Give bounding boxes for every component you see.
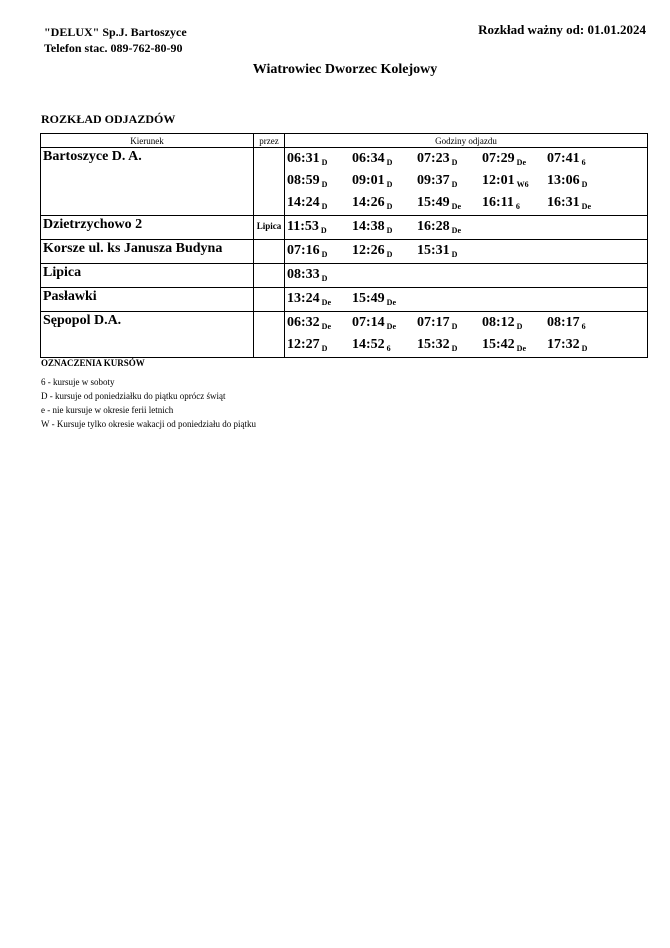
time-value: 08:59 <box>287 173 320 188</box>
course-mark: D <box>321 250 328 259</box>
time-value: 12:26 <box>352 243 385 258</box>
time-value: 16:11 <box>482 195 514 210</box>
departure-line <box>287 241 647 263</box>
course-mark: 6 <box>581 158 586 167</box>
via-cell <box>254 312 285 358</box>
legend-item: D - kursuje od poniedziałku do piątku oprócz świąt <box>41 391 226 401</box>
departure-time <box>417 315 482 331</box>
course-mark: De <box>321 298 331 307</box>
time-value: 12:27 <box>287 337 320 352</box>
departure-time <box>287 151 352 167</box>
departure-time <box>482 337 547 353</box>
table-row <box>41 312 648 358</box>
table-row <box>41 148 648 216</box>
company-phone: Telefon stac. 089-762-80-90 <box>44 41 183 55</box>
course-mark: D <box>451 344 458 353</box>
course-mark: D <box>321 158 328 167</box>
departure-line <box>287 265 647 287</box>
course-mark: D <box>321 202 328 211</box>
departure-time <box>417 151 482 167</box>
departure-time <box>352 219 417 235</box>
course-mark: D <box>320 226 327 235</box>
time-value: 08:12 <box>482 315 515 330</box>
time-value: 07:17 <box>417 315 450 330</box>
departure-time <box>547 315 612 331</box>
departure-time <box>417 173 482 189</box>
time-value: 17:32 <box>547 337 580 352</box>
time-value: 07:23 <box>417 151 450 166</box>
destination-cell: Pasławki <box>41 288 254 312</box>
legend <box>41 356 256 431</box>
course-mark: 6 <box>581 322 586 331</box>
course-mark: W6 <box>516 180 529 189</box>
course-mark: De <box>386 298 396 307</box>
departure-time <box>287 291 352 307</box>
departure-time <box>287 267 352 283</box>
legend-item: e - nie kursuje w okresie ferii letnich <box>41 405 174 415</box>
departure-time <box>352 315 417 331</box>
header-times: Godziny odjazdu <box>285 134 648 148</box>
times-cell <box>285 288 648 312</box>
departure-line <box>287 289 647 311</box>
departure-time <box>417 337 482 353</box>
table-header-row <box>41 134 648 148</box>
departure-time <box>287 195 352 211</box>
time-value: 14:52 <box>352 337 385 352</box>
departure-time <box>287 315 352 331</box>
course-mark: De <box>451 226 461 235</box>
time-value: 07:14 <box>352 315 385 330</box>
time-value: 13:06 <box>547 173 580 188</box>
departure-time <box>482 195 547 211</box>
course-mark: De <box>516 158 526 167</box>
via-cell <box>254 264 285 288</box>
course-mark: De <box>451 202 461 211</box>
times-cell <box>285 216 648 240</box>
departure-time <box>352 151 417 167</box>
company-name: "DELUX" Sp.J. Bartoszyce <box>44 25 187 39</box>
times-cell <box>285 264 648 288</box>
departure-time <box>482 173 547 189</box>
departure-line <box>287 313 647 335</box>
legend-item: W - Kursuje tylko okresie wakacji od poniedziału do piątku <box>41 419 257 429</box>
legend-item: 6 - kursuje w soboty <box>41 377 115 387</box>
destination-cell: Bartoszyce D. A. <box>41 148 254 216</box>
departure-time <box>417 195 482 211</box>
time-value: 07:16 <box>287 243 320 258</box>
departure-time <box>287 173 352 189</box>
validity-date: Rozkład ważny od: 01.01.2024 <box>478 22 646 37</box>
destination-cell: Sępopol D.A. <box>41 312 254 358</box>
time-value: 06:31 <box>287 151 320 166</box>
header-direction: Kierunek <box>41 134 254 148</box>
departure-time <box>352 173 417 189</box>
time-value: 16:31 <box>547 195 580 210</box>
table-row <box>41 240 648 264</box>
destination-cell: Lipica <box>41 264 254 288</box>
departure-time <box>547 195 612 211</box>
course-mark: De <box>321 322 331 331</box>
departure-line <box>287 217 647 239</box>
time-value: 14:24 <box>287 195 320 210</box>
time-value: 13:24 <box>287 291 320 306</box>
via-cell <box>254 288 285 312</box>
course-mark: D <box>321 180 328 189</box>
time-value: 06:34 <box>352 151 385 166</box>
departure-time <box>547 337 612 353</box>
time-value: 06:32 <box>287 315 320 330</box>
time-value: 11:53 <box>287 219 319 234</box>
time-value: 07:41 <box>547 151 580 166</box>
course-mark: 6 <box>386 344 391 353</box>
departure-table <box>40 133 648 358</box>
course-mark: D <box>386 180 393 189</box>
departure-line <box>287 149 647 171</box>
departure-time <box>547 151 612 167</box>
via-cell <box>254 148 285 216</box>
time-value: 16:28 <box>417 219 450 234</box>
course-mark: De <box>386 322 396 331</box>
time-value: 15:49 <box>352 291 385 306</box>
departure-line <box>287 335 647 357</box>
course-mark: D <box>386 158 393 167</box>
via-cell <box>254 240 285 264</box>
time-value: 14:26 <box>352 195 385 210</box>
departure-line <box>287 193 647 215</box>
course-mark: De <box>516 344 526 353</box>
course-mark: 6 <box>515 202 520 211</box>
departure-time <box>287 243 352 259</box>
departure-time <box>352 243 417 259</box>
time-value: 15:31 <box>417 243 450 258</box>
course-mark: D <box>451 180 458 189</box>
course-mark: De <box>581 202 591 211</box>
table-body <box>41 148 648 358</box>
company-info <box>44 24 187 56</box>
departure-time <box>287 337 352 353</box>
course-mark: D <box>451 158 458 167</box>
time-value: 15:42 <box>482 337 515 352</box>
departure-time <box>352 337 417 353</box>
course-mark: D <box>386 250 393 259</box>
times-cell <box>285 240 648 264</box>
course-mark: D <box>321 274 328 283</box>
course-mark: D <box>581 180 588 189</box>
time-value: 08:33 <box>287 267 320 282</box>
departure-time <box>482 315 547 331</box>
departure-time <box>287 219 352 235</box>
time-value: 09:37 <box>417 173 450 188</box>
departure-time <box>352 195 417 211</box>
table-row <box>41 288 648 312</box>
course-mark: D <box>386 202 393 211</box>
course-mark: D <box>451 322 458 331</box>
times-cell <box>285 312 648 358</box>
times-cell <box>285 148 648 216</box>
time-value: 15:49 <box>417 195 450 210</box>
course-mark: D <box>451 250 458 259</box>
table-row <box>41 264 648 288</box>
course-mark: D <box>321 344 328 353</box>
departure-time <box>352 291 417 307</box>
time-value: 07:29 <box>482 151 515 166</box>
departure-time <box>417 219 482 235</box>
departure-time <box>417 243 482 259</box>
section-title: ROZKŁAD ODJAZDÓW <box>41 112 176 126</box>
departure-line <box>287 171 647 193</box>
legend-title: OZNACZENIA KURSÓW <box>41 358 145 368</box>
departure-time <box>482 151 547 167</box>
stop-name: Wiatrowiec Dworzec Kolejowy <box>252 62 438 77</box>
departure-time <box>547 173 612 189</box>
table-row <box>41 216 648 240</box>
time-value: 14:38 <box>352 219 385 234</box>
course-mark: D <box>386 226 393 235</box>
time-value: 15:32 <box>417 337 450 352</box>
header-via: przez <box>254 134 285 148</box>
via-cell: Lipica <box>254 216 285 240</box>
destination-cell: Korsze ul. ks Janusza Budyna <box>41 240 254 264</box>
course-mark: D <box>516 322 523 331</box>
destination-cell: Dzietrzychowo 2 <box>41 216 254 240</box>
time-value: 09:01 <box>352 173 385 188</box>
time-value: 08:17 <box>547 315 580 330</box>
time-value: 12:01 <box>482 173 515 188</box>
course-mark: D <box>581 344 588 353</box>
